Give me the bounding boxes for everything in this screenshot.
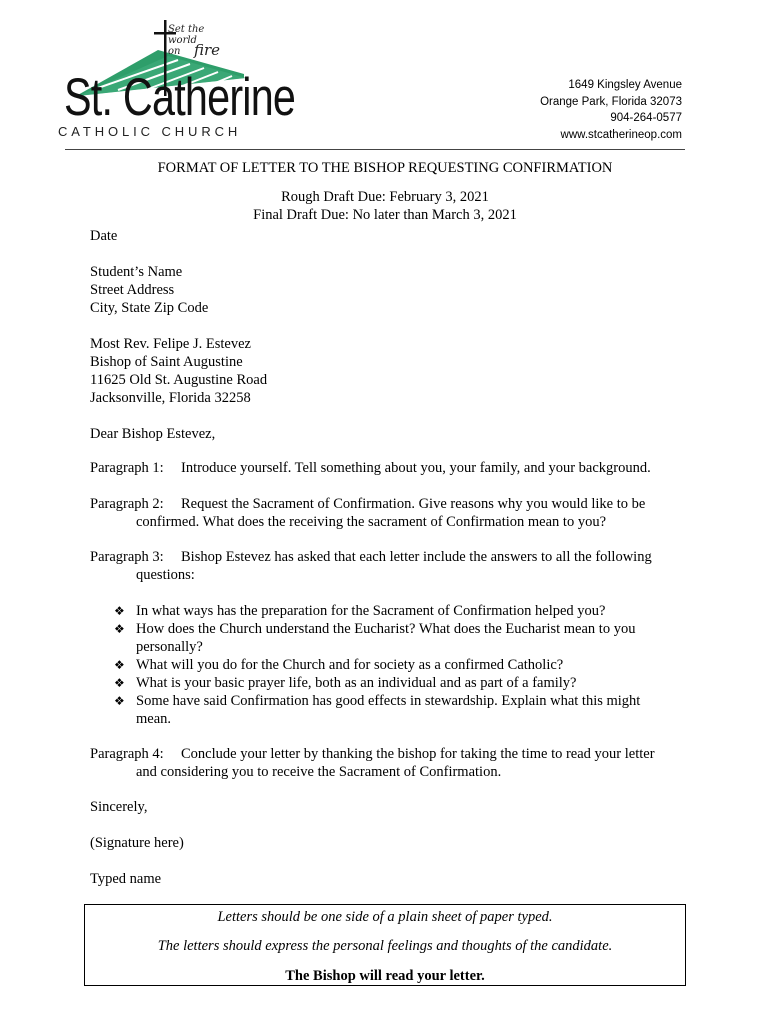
address-website[interactable]: www.stcatherineop.com	[560, 128, 682, 141]
note-bishop-reads: The Bishop will read your letter.	[285, 968, 485, 984]
logo-tagline: Set the world on fire	[168, 24, 221, 59]
question-list	[114, 602, 640, 728]
page-title: FORMAT OF LETTER TO THE BISHOP REQUESTING CONFIRMATION	[157, 160, 613, 176]
sender-address: Student’s Name Street Address City, State Zip Code	[90, 264, 209, 316]
closing: Sincerely,	[90, 799, 148, 815]
signature-placeholder: (Signature here)	[90, 835, 184, 851]
church-address	[540, 77, 682, 143]
church-logo	[58, 18, 296, 140]
header-divider	[65, 149, 685, 150]
date-line: Date	[90, 228, 118, 244]
final-draft-due: Final Draft Due: No later than March 3, 2021	[253, 207, 517, 223]
list-item: ❖ How does the Church understand the Eucharist? What does the Eucharist mean to you personally?	[114, 621, 636, 655]
recipient-address: Most Rev. Felipe J. Estevez Bishop of Saint Augustine 11625 Old St. Augustine Road Jacksonville, Florida 32258	[90, 336, 268, 406]
church-name: St. Catherine	[64, 68, 296, 127]
diamond-bullet-icon: ❖	[114, 658, 125, 672]
salutation: Dear Bishop Estevez,	[90, 426, 216, 442]
diamond-bullet-icon: ❖	[114, 604, 125, 618]
paragraph-1-instruction: Paragraph 1: Introduce yourself. Tell something about you, your family, and your background.	[90, 460, 651, 476]
address-phone: 904-264-0577	[610, 112, 682, 124]
address-city: Orange Park, Florida 32073	[540, 95, 682, 108]
list-item: ❖ Some have said Confirmation has good effects in stewardship. Explain what this might mean.	[114, 693, 641, 727]
note-personal-feelings: The letters should express the personal feelings and thoughts of the candidate.	[157, 938, 613, 954]
list-item: ❖ What will you do for the Church and for society as a confirmed Catholic?	[114, 657, 564, 673]
diamond-bullet-icon: ❖	[114, 676, 125, 690]
list-item: ❖ What is your basic prayer life, both as an individual and as part of a family?	[114, 675, 577, 691]
list-item: ❖ In what ways has the preparation for the Sacrament of Confirmation helped you?	[114, 603, 606, 619]
church-subtitle: CATHOLIC CHURCH	[58, 124, 242, 139]
paragraph-3-instruction: Paragraph 3: Bishop Estevez has asked that each letter include the answers to all the following questions:	[90, 549, 652, 583]
paragraph-2-instruction: Paragraph 2: Request the Sacrament of Confirmation. Give reasons why you would like to be confirmed. What does the receiving the sacrament of Confirmation mean to you?	[90, 496, 646, 530]
instructions-box	[84, 904, 686, 986]
diamond-bullet-icon: ❖	[114, 694, 125, 708]
diamond-bullet-icon: ❖	[114, 622, 125, 636]
typed-name-placeholder: Typed name	[90, 871, 162, 887]
note-paper-format: Letters should be one side of a plain sheet of paper typed.	[217, 909, 553, 925]
address-street: 1649 Kingsley Avenue	[568, 79, 682, 91]
paragraph-4-instruction: Paragraph 4: Conclude your letter by thanking the bishop for taking the time to read your letter and considering you to receive the Sacrament of Confirmation.	[90, 746, 655, 780]
rough-draft-due: Rough Draft Due: February 3, 2021	[281, 189, 489, 205]
